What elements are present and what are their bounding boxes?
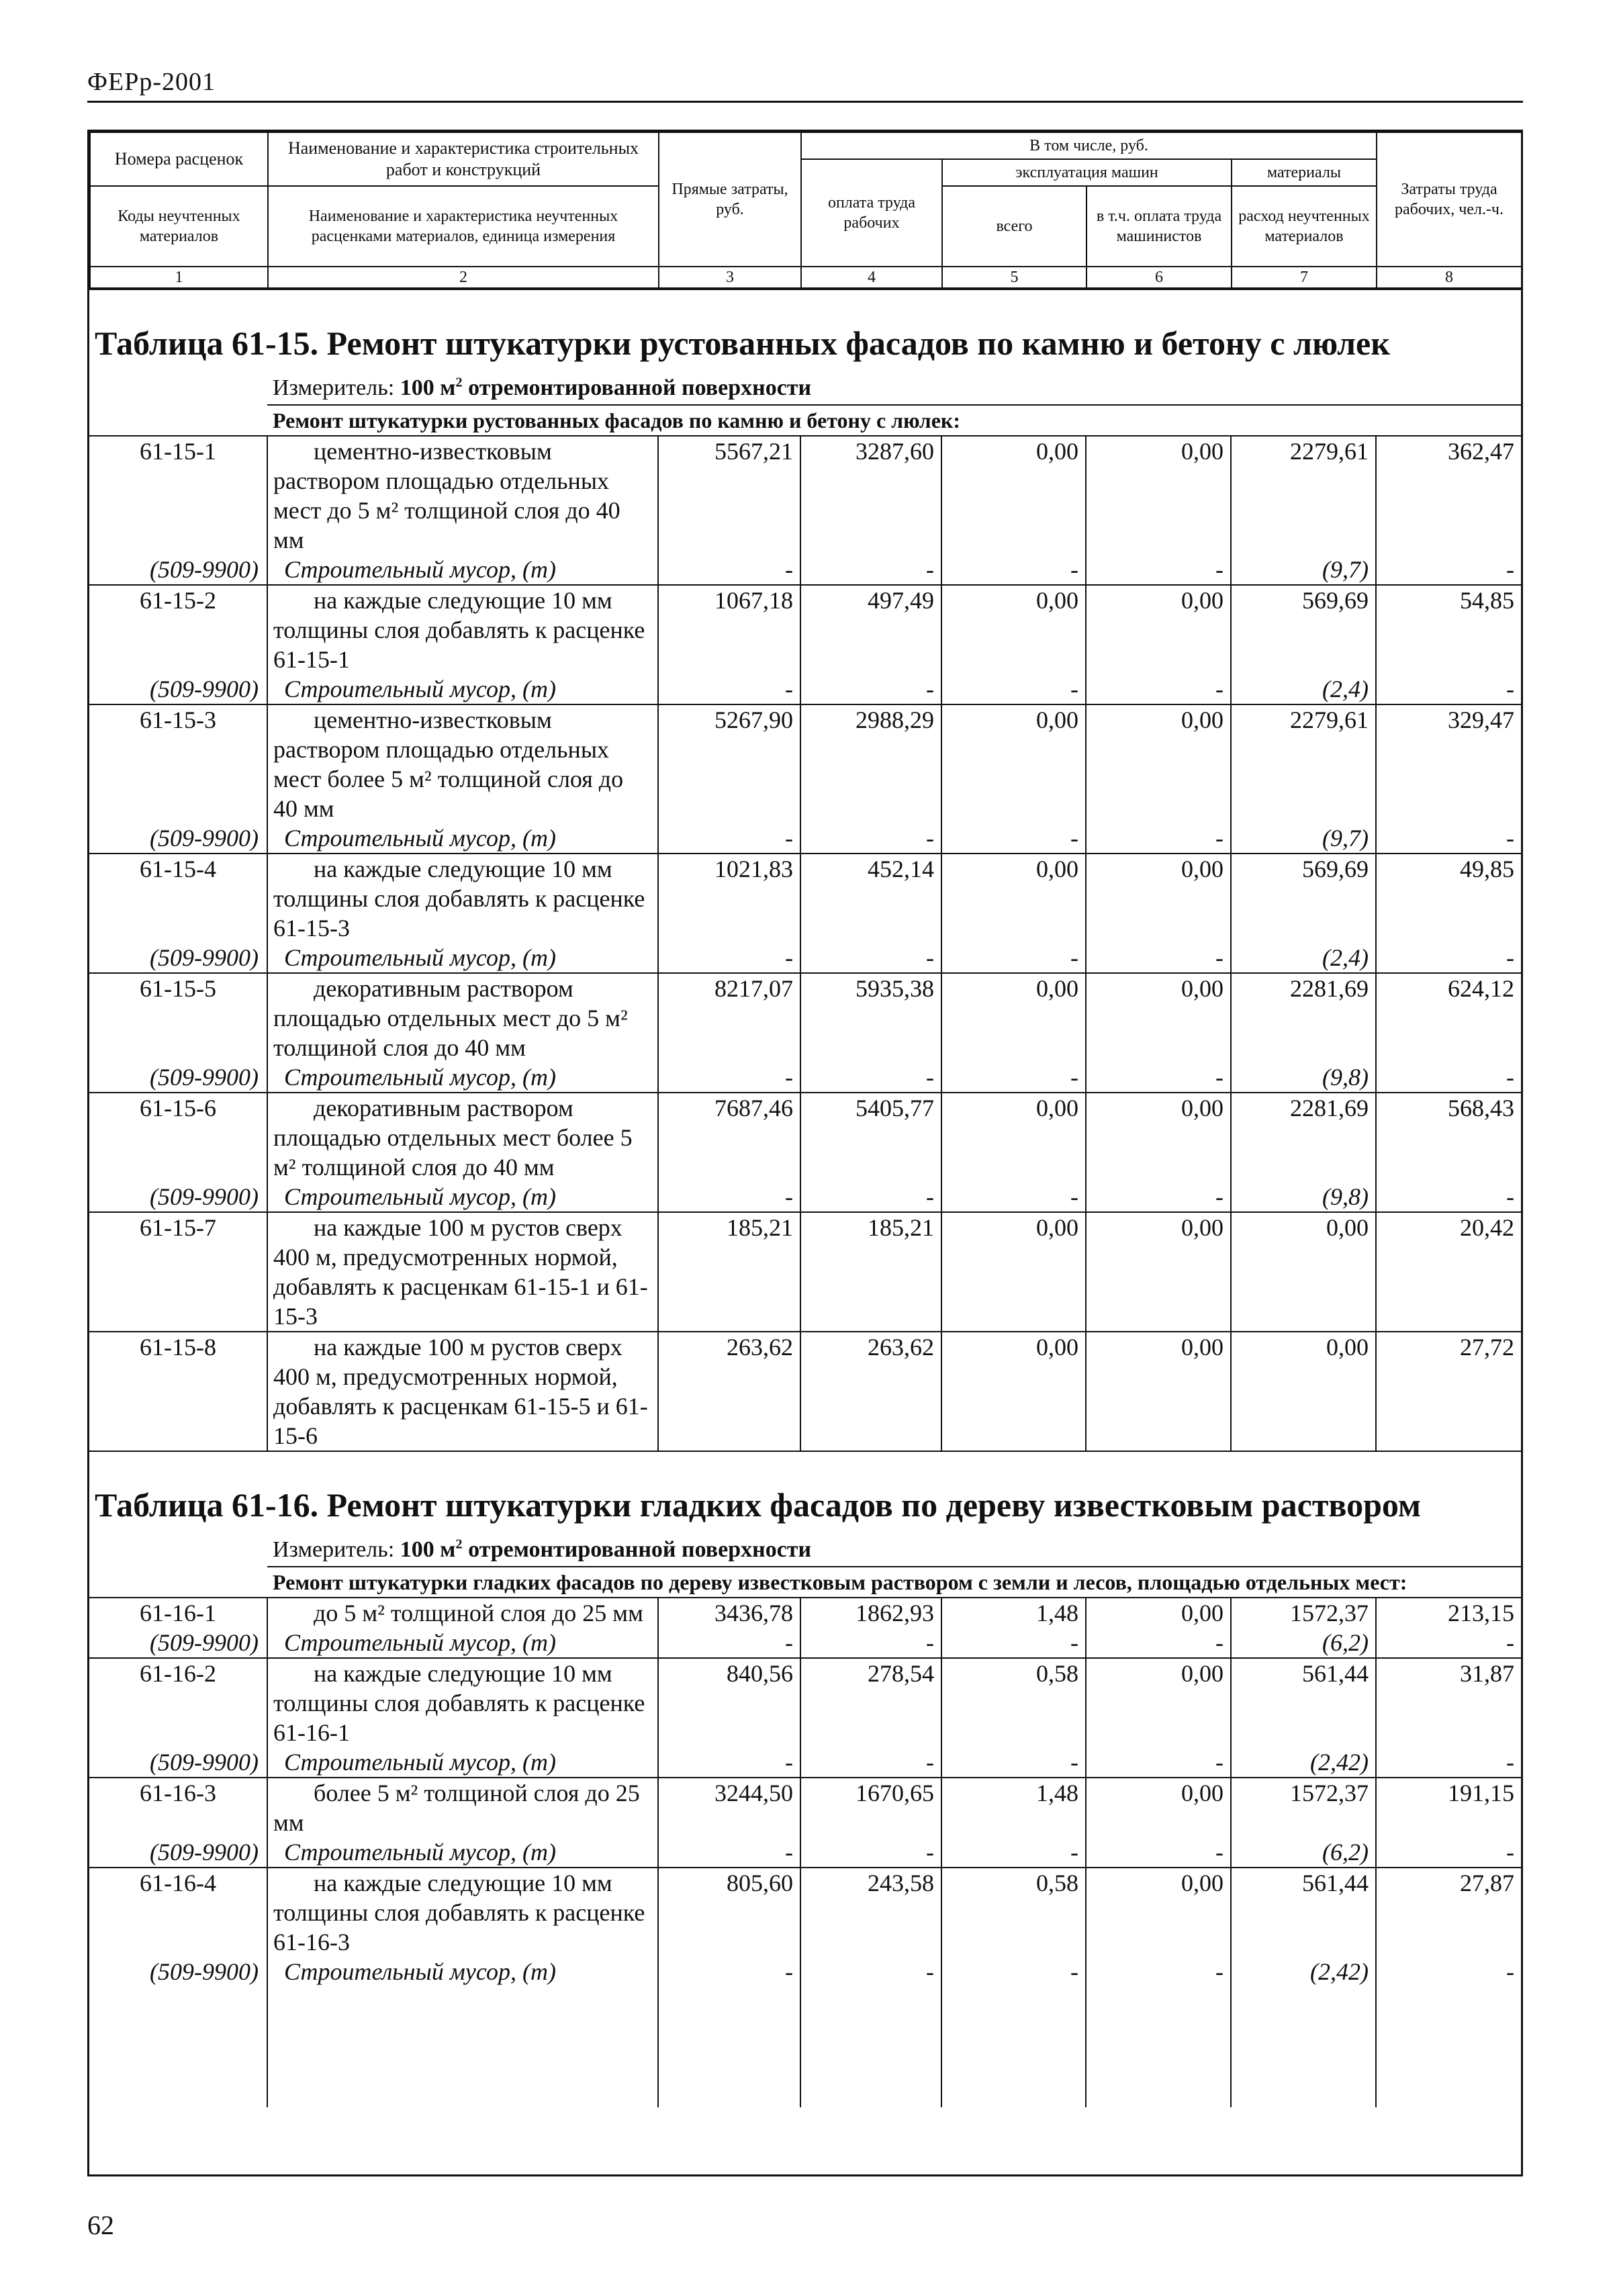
header-machines-total: всего (942, 186, 1087, 267)
machinists-pay: 0,00 (1086, 1778, 1231, 1837)
empty-cell (267, 1986, 658, 2107)
rate-name: на каждые 100 м рустов сверх 400 м, предусмотренных нормой, добавлять к расценкам 61-15-5 и 61-15-6 (267, 1332, 658, 1451)
material-code: (509-9900) (150, 556, 259, 583)
col-number: 7 (1232, 267, 1377, 288)
direct-costs: 1067,18 (658, 585, 800, 674)
title-rule (87, 101, 1523, 103)
materials-use: (2,42) (1231, 1957, 1376, 1986)
labor-hours: - (1376, 1628, 1521, 1658)
material-code: (509-9900) (150, 1958, 259, 1985)
meter (267, 1534, 1521, 1567)
header-labor-costs: Затраты труда рабочих, чел.-ч. (1377, 132, 1522, 267)
waste-row (89, 1747, 1521, 1778)
labor-pay: - (800, 1837, 941, 1868)
section-spacer (89, 405, 267, 436)
machinists-pay: - (1086, 1747, 1231, 1778)
rate-code: 61-15-4 (89, 854, 267, 943)
direct-costs: 8217,07 (658, 973, 800, 1062)
rate-name: до 5 м² толщиной слоя до 25 мм (267, 1598, 658, 1628)
rate-name: цементно-известковым раствором площадью отдельных мест до 5 м² толщиной слоя до 40 мм (267, 436, 658, 555)
rates-table (89, 289, 1521, 2107)
labor-hours: 54,85 (1376, 585, 1521, 674)
material-name: Строительный мусор, (т) (267, 1062, 658, 1093)
machines-total: - (941, 1957, 1086, 1986)
rate-row (89, 585, 1521, 674)
column-header (89, 132, 1522, 289)
empty-cell (1231, 1986, 1376, 2107)
labor-pay: - (800, 1628, 941, 1658)
rate-row (89, 704, 1521, 823)
labor-pay: 452,14 (800, 854, 941, 943)
machinists-pay: - (1086, 555, 1231, 585)
section-heading: Ремонт штукатурки гладких фасадов по дереву известковым раствором с земли и лесов, площадью отдельных мест: (267, 1567, 1521, 1598)
materials-use: (9,7) (1231, 823, 1376, 854)
waste-row (89, 674, 1521, 704)
machines-total: 0,00 (941, 704, 1086, 823)
meter-sup: 2 (455, 375, 463, 390)
material-name: Строительный мусор, (т) (267, 1957, 658, 1986)
machines-total: 0,00 (941, 585, 1086, 674)
machinists-pay: 0,00 (1086, 585, 1231, 674)
material-name: Строительный мусор, (т) (267, 674, 658, 704)
materials-cost: 0,00 (1231, 1332, 1376, 1451)
col-number: 1 (90, 267, 268, 288)
waste-row (89, 1062, 1521, 1093)
col-number: 5 (942, 267, 1087, 288)
col-number: 6 (1087, 267, 1232, 288)
meter-row (89, 372, 1521, 405)
machines-total: 1,48 (941, 1598, 1086, 1628)
waste-row (89, 823, 1521, 854)
labor-pay: - (800, 943, 941, 973)
direct-costs: 5567,21 (658, 436, 800, 555)
meter (267, 372, 1521, 405)
machinists-pay: 0,00 (1086, 854, 1231, 943)
header-unaccounted-codes: Коды неучтенных материалов (90, 186, 268, 267)
material-name: Строительный мусор, (т) (267, 555, 658, 585)
rate-row (89, 1332, 1521, 1451)
machinists-pay: - (1086, 1837, 1231, 1868)
machinists-pay: - (1086, 823, 1231, 854)
material-name: Строительный мусор, (т) (267, 1747, 658, 1778)
machines-total: 0,58 (941, 1868, 1086, 1957)
col-number: 4 (801, 267, 942, 288)
labor-hours: - (1376, 823, 1521, 854)
labor-pay: 243,58 (800, 1868, 941, 1957)
direct-costs: 3436,78 (658, 1598, 800, 1628)
machinists-pay: - (1086, 1182, 1231, 1212)
meter-suffix: отремонтированной поверхности (462, 1537, 812, 1562)
material-code: (509-9900) (150, 676, 259, 702)
waste-row (89, 1628, 1521, 1658)
labor-hours: 27,87 (1376, 1868, 1521, 1957)
machines-total: 0,58 (941, 1658, 1086, 1747)
direct-costs: - (658, 674, 800, 704)
labor-hours: 27,72 (1376, 1332, 1521, 1451)
direct-costs: 5267,90 (658, 704, 800, 823)
machines-total: - (941, 1182, 1086, 1212)
direct-costs: 7687,46 (658, 1093, 800, 1182)
direct-costs: - (658, 1182, 800, 1212)
machinists-pay: 0,00 (1086, 1093, 1231, 1182)
materials-cost: 569,69 (1231, 854, 1376, 943)
rate-name: на каждые следующие 10 мм толщины слоя добавлять к расценке 61-16-1 (267, 1658, 658, 1747)
labor-pay: 185,21 (800, 1212, 941, 1332)
materials-cost: 2281,69 (1231, 973, 1376, 1062)
labor-pay: - (800, 1062, 941, 1093)
header-materials: материалы (1232, 159, 1377, 186)
rate-code: 61-16-3 (89, 1778, 267, 1837)
meter-prefix: Измеритель: (273, 375, 400, 400)
header-direct-costs: Прямые затраты, руб. (659, 132, 801, 267)
labor-pay: - (800, 823, 941, 854)
labor-hours: - (1376, 1747, 1521, 1778)
direct-costs: 263,62 (658, 1332, 800, 1451)
materials-use: (2,42) (1231, 1747, 1376, 1778)
materials-cost: 561,44 (1231, 1868, 1376, 1957)
rate-row (89, 1868, 1521, 1957)
rate-name: цементно-известковым раствором площадью отдельных мест более 5 м² толщиной слоя до 40 мм (267, 704, 658, 823)
rate-name: на каждые 100 м рустов сверх 400 м, предусмотренных нормой, добавлять к расценкам 61-15-1 и 61-15-3 (267, 1212, 658, 1332)
machinists-pay: - (1086, 1957, 1231, 1986)
machinists-pay: 0,00 (1086, 973, 1231, 1062)
machinists-pay: 0,00 (1086, 1598, 1231, 1628)
machines-total: - (941, 1837, 1086, 1868)
rate-code: 61-15-1 (89, 436, 267, 555)
materials-cost: 1572,37 (1231, 1778, 1376, 1837)
labor-hours: - (1376, 1062, 1521, 1093)
machines-total: - (941, 943, 1086, 973)
meter-value: 100 м (400, 375, 456, 400)
labor-hours: 20,42 (1376, 1212, 1521, 1332)
header-machinists-pay: в т.ч. оплата труда машинистов (1087, 186, 1232, 267)
machines-total: 0,00 (941, 436, 1086, 555)
rate-name: декоративным раствором площадью отдельных мест более 5 м² толщиной слоя до 40 мм (267, 1093, 658, 1182)
labor-pay: 2988,29 (800, 704, 941, 823)
meter-suffix: отремонтированной поверхности (462, 375, 812, 400)
labor-hours: - (1376, 943, 1521, 973)
direct-costs: - (658, 1062, 800, 1093)
material-code: (509-9900) (150, 1629, 259, 1656)
materials-cost: 0,00 (1231, 1212, 1376, 1332)
section-heading-row (89, 405, 1521, 436)
material-name: Строительный мусор, (т) (267, 1182, 658, 1212)
labor-hours: 49,85 (1376, 854, 1521, 943)
meter-spacer (89, 1534, 267, 1567)
labor-hours: 624,12 (1376, 973, 1521, 1062)
materials-use: (6,2) (1231, 1628, 1376, 1658)
rate-code: 61-16-4 (89, 1868, 267, 1957)
header-machines: эксплуатация машин (942, 159, 1232, 186)
col-number: 2 (268, 267, 659, 288)
section-spacer (89, 1567, 267, 1598)
material-code: (509-9900) (150, 1749, 259, 1776)
direct-costs: 3244,50 (658, 1778, 800, 1837)
section-heading: Ремонт штукатурки рустованных фасадов по камню и бетону с люлек: (267, 405, 1521, 436)
direct-costs: - (658, 555, 800, 585)
col-number: 8 (1377, 267, 1522, 288)
materials-use: (2,4) (1231, 943, 1376, 973)
header-rate-numbers: Номера расценок (90, 132, 268, 186)
labor-hours: 213,15 (1376, 1598, 1521, 1628)
labor-pay: 5935,38 (800, 973, 941, 1062)
direct-costs: 185,21 (658, 1212, 800, 1332)
labor-hours: 191,15 (1376, 1778, 1521, 1837)
machines-total: - (941, 1747, 1086, 1778)
material-name: Строительный мусор, (т) (267, 943, 658, 973)
direct-costs: - (658, 943, 800, 973)
machinists-pay: 0,00 (1086, 704, 1231, 823)
machinists-pay: - (1086, 943, 1231, 973)
rate-name: на каждые следующие 10 мм толщины слоя добавлять к расценке 61-15-3 (267, 854, 658, 943)
rate-row (89, 1598, 1521, 1628)
empty-cell (1086, 1986, 1231, 2107)
machines-total: - (941, 674, 1086, 704)
waste-row (89, 943, 1521, 973)
labor-pay: 1862,93 (800, 1598, 941, 1628)
machinists-pay: 0,00 (1086, 1868, 1231, 1957)
rate-name: декоративным раствором площадью отдельных мест до 5 м² толщиной слоя до 40 мм (267, 973, 658, 1062)
page-number: 62 (87, 2210, 114, 2240)
labor-hours: - (1376, 674, 1521, 704)
machines-total: 1,48 (941, 1778, 1086, 1837)
header-in-that-number: В том числе, руб. (801, 132, 1377, 159)
direct-costs: - (658, 823, 800, 854)
rate-code: 61-15-2 (89, 585, 267, 674)
labor-hours: - (1376, 1957, 1521, 1986)
meter-spacer (89, 372, 267, 405)
direct-costs: 1021,83 (658, 854, 800, 943)
col-number: 3 (659, 267, 801, 288)
labor-pay: 263,62 (800, 1332, 941, 1451)
materials-use: (9,8) (1231, 1182, 1376, 1212)
labor-pay: 5405,77 (800, 1093, 941, 1182)
machines-total: 0,00 (941, 1093, 1086, 1182)
machines-total: - (941, 1062, 1086, 1093)
machinists-pay: 0,00 (1086, 1332, 1231, 1451)
table-title-row (89, 289, 1521, 372)
header-labor-pay: оплата труда рабочих (801, 159, 942, 267)
rate-row (89, 1093, 1521, 1182)
materials-cost: 561,44 (1231, 1658, 1376, 1747)
waste-row (89, 1182, 1521, 1212)
direct-costs: - (658, 1837, 800, 1868)
labor-pay: - (800, 1182, 941, 1212)
rate-code: 61-15-7 (89, 1212, 267, 1332)
material-code: (509-9900) (150, 944, 259, 971)
rate-row (89, 973, 1521, 1062)
table-title: Таблица 61-15. Ремонт штукатурки рустованных фасадов по камню и бетону с люлек (89, 289, 1521, 372)
empty-cell (658, 1986, 800, 2107)
materials-use: (9,8) (1231, 1062, 1376, 1093)
labor-hours: 329,47 (1376, 704, 1521, 823)
labor-pay: 278,54 (800, 1658, 941, 1747)
labor-hours: 568,43 (1376, 1093, 1521, 1182)
header-materials-use: расход неучтенных материалов (1232, 186, 1377, 267)
waste-row (89, 1837, 1521, 1868)
material-code: (509-9900) (150, 1839, 259, 1866)
section-heading-row (89, 1567, 1521, 1598)
materials-cost: 569,69 (1231, 585, 1376, 674)
rate-row (89, 854, 1521, 943)
materials-use: (9,7) (1231, 555, 1376, 585)
header-work-name: Наименование и характеристика строительных работ и конструкций (268, 132, 659, 186)
meter-value: 100 м (400, 1537, 456, 1562)
material-code: (509-9900) (150, 1183, 259, 1210)
empty-cell (941, 1986, 1086, 2107)
labor-pay: - (800, 674, 941, 704)
labor-pay: 497,49 (800, 585, 941, 674)
table-tail (89, 1986, 1521, 2107)
rate-row (89, 1658, 1521, 1747)
machinists-pay: - (1086, 1628, 1231, 1658)
labor-hours: - (1376, 555, 1521, 585)
machinists-pay: 0,00 (1086, 1212, 1231, 1332)
labor-hours: - (1376, 1182, 1521, 1212)
material-name: Строительный мусор, (т) (267, 823, 658, 854)
materials-use: (2,4) (1231, 674, 1376, 704)
rate-code: 61-15-3 (89, 704, 267, 823)
machines-total: - (941, 1628, 1086, 1658)
rate-row (89, 1778, 1521, 1837)
table-title: Таблица 61-16. Ремонт штукатурки гладких фасадов по дереву известковым раствором (89, 1451, 1521, 1534)
labor-pay: 3287,60 (800, 436, 941, 555)
material-code: (509-9900) (150, 825, 259, 852)
price-table-frame (87, 130, 1523, 2176)
labor-pay: 1670,65 (800, 1778, 941, 1837)
material-name: Строительный мусор, (т) (267, 1837, 658, 1868)
machines-total: 0,00 (941, 854, 1086, 943)
meter-prefix: Измеритель: (273, 1537, 400, 1562)
machinists-pay: - (1086, 674, 1231, 704)
machines-total: - (941, 823, 1086, 854)
rate-code: 61-16-2 (89, 1658, 267, 1747)
machines-total: - (941, 555, 1086, 585)
empty-cell (89, 1986, 267, 2107)
machines-total: 0,00 (941, 1212, 1086, 1332)
materials-cost: 2279,61 (1231, 436, 1376, 555)
rate-code: 61-15-6 (89, 1093, 267, 1182)
empty-cell (1376, 1986, 1521, 2107)
direct-costs: 805,60 (658, 1868, 800, 1957)
waste-row (89, 1957, 1521, 1986)
direct-costs: - (658, 1957, 800, 1986)
labor-pay: - (800, 555, 941, 585)
labor-pay: - (800, 1957, 941, 1986)
materials-cost: 1572,37 (1231, 1598, 1376, 1628)
machinists-pay: 0,00 (1086, 436, 1231, 555)
table-title-row (89, 1451, 1521, 1534)
rate-row (89, 1212, 1521, 1332)
material-name: Строительный мусор, (т) (267, 1628, 658, 1658)
machines-total: 0,00 (941, 1332, 1086, 1451)
document-title: ФЕРр-2001 (87, 68, 216, 96)
meter-row (89, 1534, 1521, 1567)
labor-hours: 362,47 (1376, 436, 1521, 555)
rate-code: 61-15-5 (89, 973, 267, 1062)
direct-costs: 840,56 (658, 1658, 800, 1747)
waste-row (89, 555, 1521, 585)
labor-pay: - (800, 1747, 941, 1778)
rate-code: 61-15-8 (89, 1332, 267, 1451)
rate-code: 61-16-1 (89, 1598, 267, 1628)
empty-cell (800, 1986, 941, 2107)
labor-hours: - (1376, 1837, 1521, 1868)
rate-name: на каждые следующие 10 мм толщины слоя добавлять к расценке 61-16-3 (267, 1868, 658, 1957)
rate-row (89, 436, 1521, 555)
labor-hours: 31,87 (1376, 1658, 1521, 1747)
direct-costs: - (658, 1747, 800, 1778)
direct-costs: - (658, 1628, 800, 1658)
machinists-pay: 0,00 (1086, 1658, 1231, 1747)
rate-name: на каждые следующие 10 мм толщины слоя добавлять к расценке 61-15-1 (267, 585, 658, 674)
materials-use: (6,2) (1231, 1837, 1376, 1868)
machines-total: 0,00 (941, 973, 1086, 1062)
meter-sup: 2 (455, 1536, 463, 1552)
material-code: (509-9900) (150, 1064, 259, 1091)
machinists-pay: - (1086, 1062, 1231, 1093)
rate-name: более 5 м² толщиной слоя до 25 мм (267, 1778, 658, 1837)
header-unaccounted-materials: Наименование и характеристика неучтенных расценками материалов, единица измерения (268, 186, 659, 267)
materials-cost: 2279,61 (1231, 704, 1376, 823)
materials-cost: 2281,69 (1231, 1093, 1376, 1182)
